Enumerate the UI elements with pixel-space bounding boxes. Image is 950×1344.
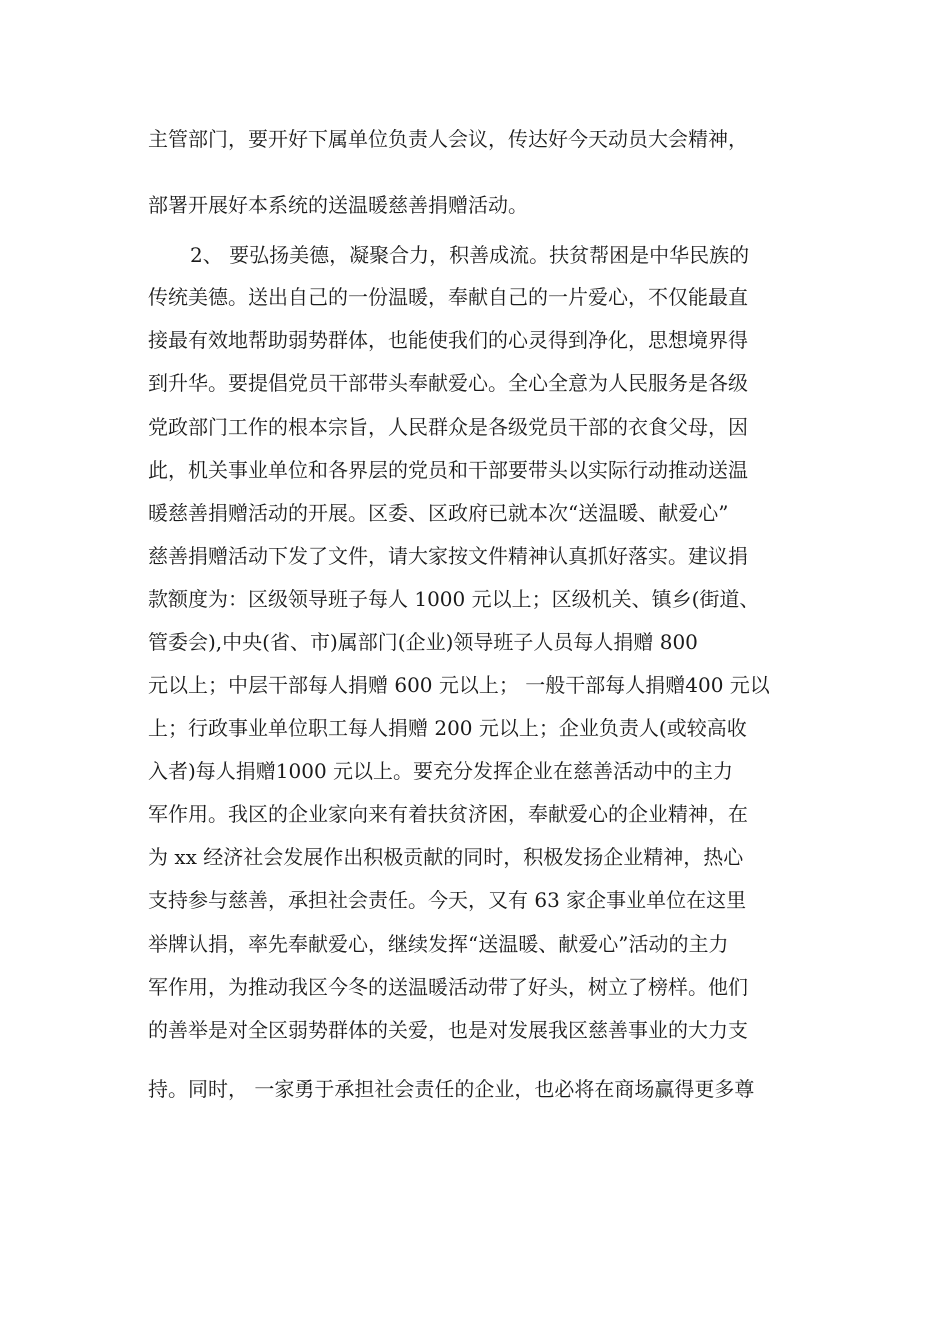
text-line: 到升华。要提倡党员干部带头奉献爱心。全心全意为人民服务是各级 (148, 371, 748, 395)
text-line: 主管部门，要开好下属单位负责人会议，传达好今天动员大会精神， (148, 127, 748, 151)
text-line: 款额度为：区级领导班子每人 1000 元以上；区级机关、镇乡(街道、 (148, 587, 760, 611)
text-line: 军作用。我区的企业家向来有着扶贫济困，奉献爱心的企业精神，在 (148, 802, 748, 826)
text-line: 党政部门工作的根本宗旨，人民群众是各级党员干部的衣食父母，因 (148, 415, 748, 439)
text-line: 接最有效地帮助弱势群体，也能使我们的心灵得到净化，思想境界得 (148, 328, 748, 352)
text-line: 此，机关事业单位和各界层的党员和干部要带头以实际行动推动送温 (148, 458, 748, 482)
text-line: 举牌认捐，率先奉献爱心，继续发挥“送温暖、献爱心”活动的主力 (148, 932, 729, 956)
text-line: 支持参与慈善，承担社会责任。今天，又有 63 家企事业单位在这里 (148, 888, 747, 912)
text-line: 上；行政事业单位职工每人捐赠 200 元以上；企业负责人(或较高收 (148, 716, 747, 740)
text-line: 元以上；中层干部每人捐赠 600 元以上； 一般干部每人捐赠400 元以 (148, 673, 770, 697)
text-line: 管委会),中央(省、市)属部门(企业)领导班子人员每人捐赠 800 (148, 630, 698, 654)
text-line: 军作用，为推动我区今冬的送温暖活动带了好头，树立了榜样。他们 (148, 975, 748, 999)
text-line: 入者)每人捐赠1000 元以上。要充分发挥企业在慈善活动中的主力 (148, 759, 734, 783)
paragraph-start-line: 2、 要弘扬美德，凝聚合力，积善成流。扶贫帮困是中华民族的 (190, 243, 750, 267)
text-line: 暖慈善捐赠活动的开展。区委、区政府已就本次“送温暖、献爱心” (148, 501, 729, 525)
text-line: 部署开展好本系统的送温暖慈善捐赠活动。 (148, 193, 528, 217)
text-line: 传统美德。送出自己的一份温暖，奉献自己的一片爱心，不仅能最直 (148, 285, 748, 309)
text-line: 的善举是对全区弱势群体的关爱，也是对发展我区慈善事业的大力支 (148, 1018, 748, 1042)
text-line: 持。同时， 一家勇于承担社会责任的企业，也必将在商场赢得更多尊 (148, 1077, 755, 1101)
text-line: 慈善捐赠活动下发了文件，请大家按文件精神认真抓好落实。建议捐 (148, 544, 748, 568)
text-line: 为 xx 经济社会发展作出积极贡献的同时，积极发扬企业精神，热心 (148, 845, 744, 869)
